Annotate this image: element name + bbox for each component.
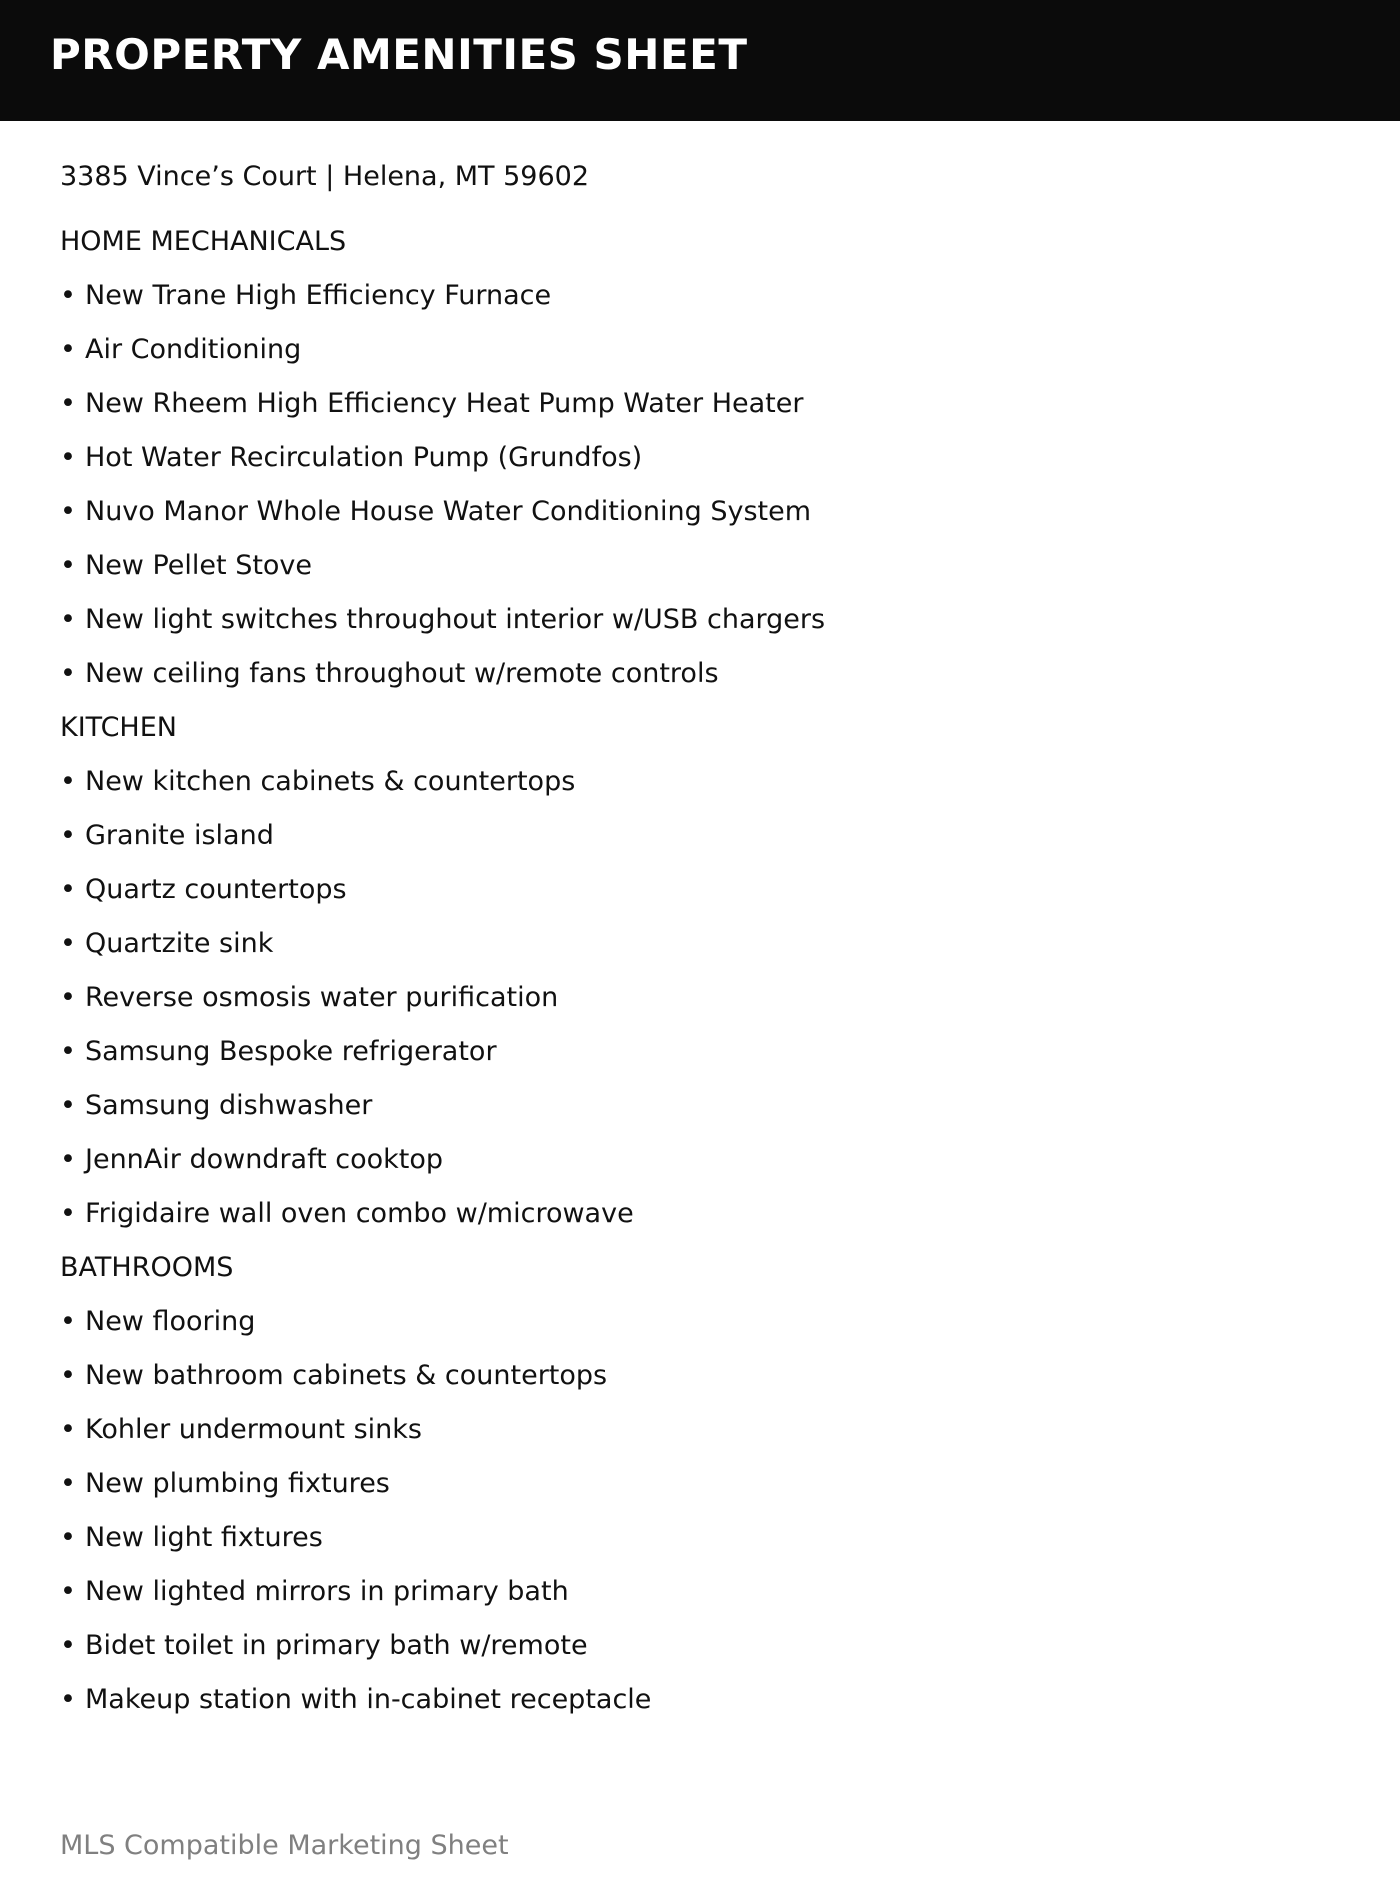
- list-item-text: New light switches throughout interior w/USB chargers: [85, 604, 826, 635]
- bullet-icon: •: [60, 874, 76, 905]
- list-item-text: Quartz countertops: [85, 874, 347, 905]
- section-bathrooms: [60, 1249, 1340, 1719]
- section-home-mechanicals: [60, 223, 1340, 693]
- list-item: [60, 601, 1340, 639]
- list-item: [60, 871, 1340, 909]
- bullet-icon: •: [60, 1630, 76, 1661]
- list-item: [60, 817, 1340, 855]
- list-item-text: New Trane High Efficiency Furnace: [85, 280, 552, 311]
- bullet-icon: •: [60, 496, 76, 527]
- list-item-text: New bathroom cabinets & countertops: [85, 1360, 608, 1391]
- list-item-text: New Pellet Stove: [85, 550, 313, 581]
- bullet-icon: •: [60, 820, 76, 851]
- section-kitchen: [60, 709, 1340, 1233]
- list-item-text: New Rheem High Efficiency Heat Pump Water Heater: [85, 388, 804, 419]
- bullet-icon: •: [60, 1414, 76, 1445]
- amenities-content: [60, 158, 1340, 1735]
- bullet-icon: •: [60, 1468, 76, 1499]
- footer-note: MLS Compatible Marketing Sheet: [60, 1830, 509, 1861]
- bullet-icon: •: [60, 766, 76, 797]
- list-item-text: Granite island: [85, 820, 274, 851]
- list-item: [60, 1519, 1340, 1557]
- bullet-icon: •: [60, 334, 76, 365]
- list-item-text: Reverse osmosis water purification: [85, 982, 559, 1013]
- list-item-text: Hot Water Recirculation Pump (Grundfos): [85, 442, 643, 473]
- section-heading: HOME MECHANICALS: [60, 226, 347, 257]
- list-item: [60, 1141, 1340, 1179]
- list-item-text: Samsung dishwasher: [85, 1090, 373, 1121]
- list-item: [60, 1033, 1340, 1071]
- bullet-icon: •: [60, 658, 76, 689]
- list-item: [60, 1411, 1340, 1449]
- bullet-icon: •: [60, 1036, 76, 1067]
- bullet-icon: •: [60, 280, 76, 311]
- bullet-icon: •: [60, 1306, 76, 1337]
- bullet-icon: •: [60, 1144, 76, 1175]
- bullet-icon: •: [60, 1360, 76, 1391]
- page-title: PROPERTY AMENITIES SHEET: [50, 30, 748, 79]
- list-item: [60, 1573, 1340, 1611]
- list-item-text: Kohler undermount sinks: [85, 1414, 422, 1445]
- list-item: [60, 1195, 1340, 1233]
- bullet-icon: •: [60, 928, 76, 959]
- list-item-text: Bidet toilet in primary bath w/remote: [85, 1630, 588, 1661]
- list-item-text: JennAir downdraft cooktop: [85, 1144, 444, 1175]
- list-item-text: New kitchen cabinets & countertops: [85, 766, 576, 797]
- property-address: 3385 Vince’s Court | Helena, MT 59602: [60, 161, 590, 192]
- list-item-text: Frigidaire wall oven combo w/microwave: [85, 1198, 634, 1229]
- list-item: [60, 1357, 1340, 1395]
- list-item: [60, 493, 1340, 531]
- list-item: [60, 763, 1340, 801]
- list-item: [60, 1087, 1340, 1125]
- list-item: [60, 925, 1340, 963]
- list-item-text: New ceiling fans throughout w/remote controls: [85, 658, 719, 689]
- list-item-text: New lighted mirrors in primary bath: [85, 1576, 569, 1607]
- list-item-text: Makeup station with in-cabinet receptacle: [85, 1684, 652, 1715]
- list-item: [60, 385, 1340, 423]
- list-item: [60, 979, 1340, 1017]
- list-item-text: Samsung Bespoke refrigerator: [85, 1036, 497, 1067]
- list-item-text: Nuvo Manor Whole House Water Conditioning System: [85, 496, 812, 527]
- bullet-icon: •: [60, 1576, 76, 1607]
- bullet-icon: •: [60, 604, 76, 635]
- list-item: [60, 1465, 1340, 1503]
- header-bar: [0, 0, 1400, 121]
- bullet-icon: •: [60, 1684, 76, 1715]
- section-heading: KITCHEN: [60, 712, 177, 743]
- bullet-icon: •: [60, 388, 76, 419]
- list-item: [60, 277, 1340, 315]
- bullet-icon: •: [60, 982, 76, 1013]
- list-item-text: New light fixtures: [85, 1522, 323, 1553]
- list-item: [60, 331, 1340, 369]
- list-item: [60, 1303, 1340, 1341]
- list-item: [60, 1627, 1340, 1665]
- list-item-text: New plumbing fixtures: [85, 1468, 390, 1499]
- bullet-icon: •: [60, 1198, 76, 1229]
- bullet-icon: •: [60, 550, 76, 581]
- bullet-icon: •: [60, 442, 76, 473]
- section-heading: BATHROOMS: [60, 1252, 234, 1283]
- bullet-icon: •: [60, 1522, 76, 1553]
- list-item: [60, 655, 1340, 693]
- list-item: [60, 439, 1340, 477]
- list-item: [60, 1681, 1340, 1719]
- list-item: [60, 547, 1340, 585]
- list-item-text: New flooring: [85, 1306, 256, 1337]
- list-item-text: Quartzite sink: [85, 928, 274, 959]
- list-item-text: Air Conditioning: [85, 334, 302, 365]
- bullet-icon: •: [60, 1090, 76, 1121]
